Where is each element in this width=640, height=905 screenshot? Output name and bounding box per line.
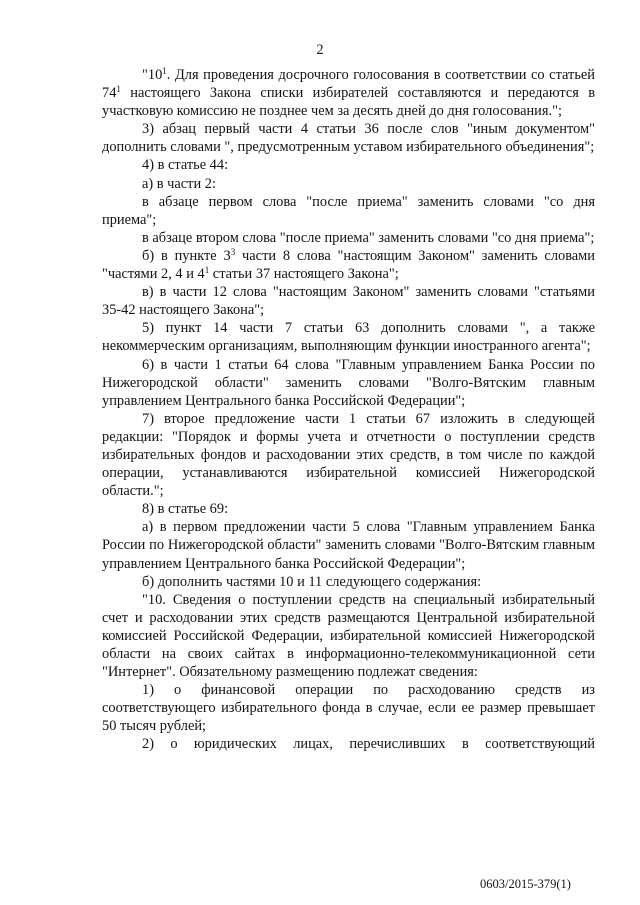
paragraph-text: 8) в статье 69:	[142, 501, 229, 518]
paragraph-text: 2) о юридических лицах, перечисливших в соответствующий	[142, 736, 595, 753]
page-number: 2	[316, 42, 324, 58]
paragraph-text: б) дополнить частями 10 и 11 следующего содержания:	[142, 573, 482, 590]
paragraph-text: "10. Сведения о поступлении средств на специальный избирательный счет и расходовании этих средств размещаются Центральной избирательной комиссией Российской Федерации, избирательной комиссией Нижегородской области на своих сайтах в информационно-телекоммуникационной сети "Интернет". Обязательному размещению подлежат сведения:	[102, 591, 595, 681]
paragraph-text: 6) в части 1 статьи 64 слова "Главным управлением Банка России по Нижегородской области" заменить словами "Волго-Вятским главным управлением Центрального банка Российской Федерации";	[102, 356, 595, 409]
paragraph	[102, 518, 595, 572]
paragraph-text: 4) в статье 44:	[142, 157, 229, 174]
paragraph-text: "10	[142, 67, 163, 83]
paragraph	[102, 66, 595, 120]
paragraph-text: б) в пункте 3	[142, 247, 231, 264]
paragraph	[102, 735, 595, 753]
paragraph	[102, 247, 595, 283]
paragraph	[102, 356, 595, 410]
paragraph	[102, 681, 595, 735]
superscript-index: 1	[204, 265, 210, 276]
document-body	[102, 66, 595, 754]
paragraph-text: настоящего Закона списки избирателей составляются и передаются в участковую комиссию не позднее чем за десять дней до дня голосования.";	[102, 85, 595, 120]
superscript-index: 1	[162, 66, 167, 76]
paragraph-text: . Для проведения досрочного голосования в соответствии со статьей 74	[102, 67, 595, 102]
paragraph	[102, 500, 595, 518]
paragraph-text: в) в части 12 слова "настоящим Законом" заменить словами "статьями 35-42 настоящего Закона";	[102, 284, 595, 319]
paragraph	[102, 229, 595, 247]
document-footer-code: 0603/2015-379(1)	[480, 877, 571, 891]
paragraph	[102, 319, 595, 355]
paragraph-text: 5) пункт 14 части 7 статьи 63 дополнить словами ", а также некоммерческим организациям, выполняющим функции иностранного агента";	[102, 320, 595, 355]
paragraph-text: части 8 слова "настоящим Законом" заменить словами "частями 2, 4 и 4	[102, 247, 595, 283]
paragraph-text: 3) абзац первый части 4 статьи 36 после слов "иным документом" дополнить словами ", предусмотренным уставом избирательного объединения";	[102, 121, 595, 156]
paragraph	[102, 193, 595, 229]
paragraph-text: а) в первом предложении части 5 слова "Главным управлением Банка России по Нижегородской области" заменить словами "Волго-Вятским главным управлением Центрального банка Российской Федерации";	[102, 519, 595, 572]
paragraph	[102, 591, 595, 681]
paragraph-text: в абзаце втором слова "после приема" заменить словами "со дня приема";	[142, 229, 595, 246]
paragraph	[102, 175, 595, 193]
paragraph	[102, 410, 595, 500]
superscript-index: 3	[230, 246, 236, 257]
paragraph	[102, 120, 595, 156]
paragraph-text: 1) о финансовой операции по расходованию средств из соответствующего избирательного фонда в случае, если ее размер превышает 50 тысяч рублей;	[102, 682, 595, 735]
paragraph-text: в абзаце первом слова "после приема" заменить словами "со дня приема";	[102, 193, 595, 228]
paragraph	[102, 156, 595, 174]
paragraph-text: 7) второе предложение части 1 статьи 67 изложить в следующей редакции: "Порядок и формы учета и отчетности о поступлении средств избирательных фондов и расходовании этих средств, в том числе по каждой операции, устанавливаются избирательной комиссией Нижегородской области.";	[102, 410, 595, 500]
superscript-index: 1	[116, 84, 121, 95]
paragraph	[102, 283, 595, 319]
paragraph	[102, 573, 595, 591]
paragraph-text: а) в части 2:	[142, 175, 216, 192]
paragraph-text: статьи 37 настоящего Закона";	[209, 266, 399, 283]
